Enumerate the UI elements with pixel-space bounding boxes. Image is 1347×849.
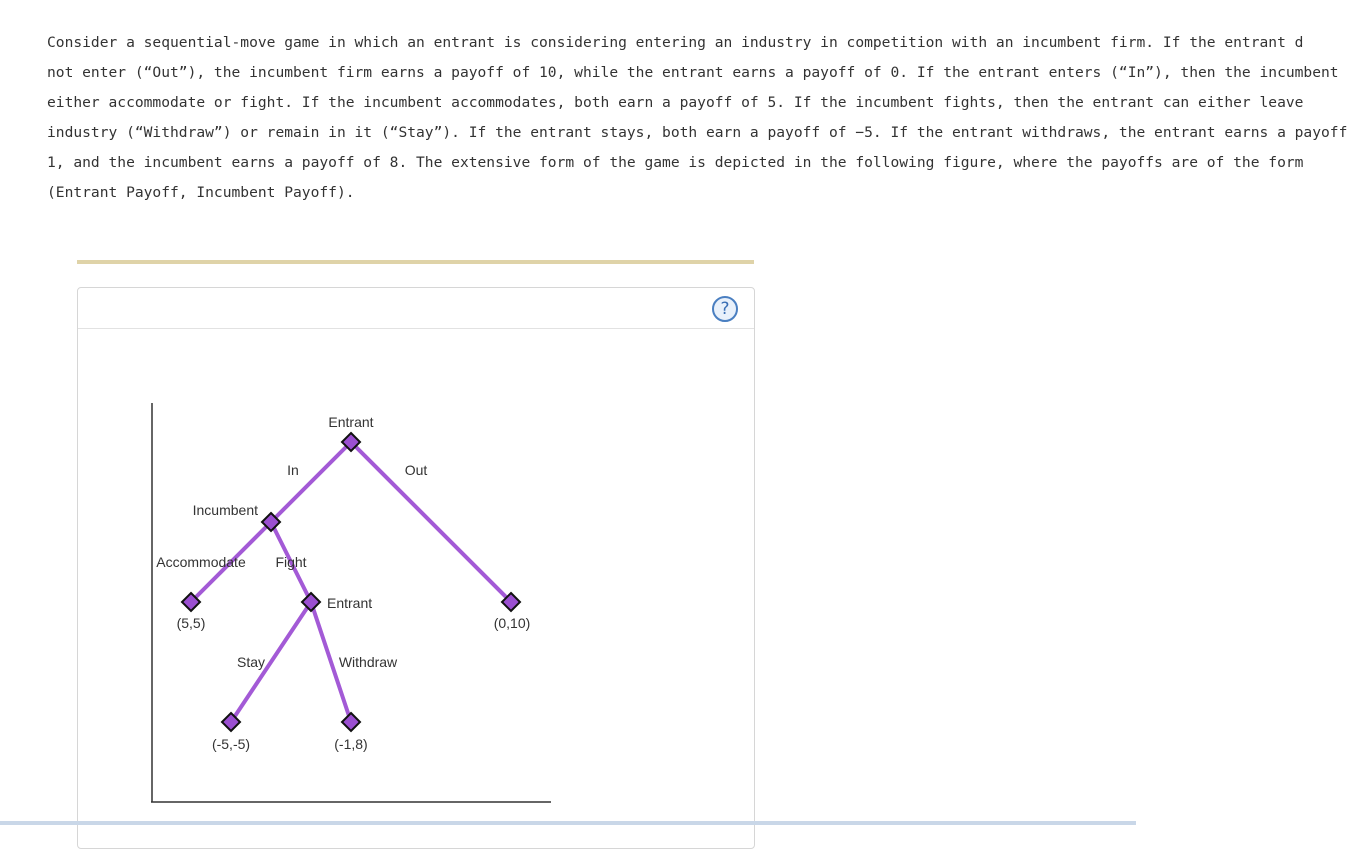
action-label-fight: Fight xyxy=(275,554,307,570)
payoff-label-withdraw: (-1,8) xyxy=(334,736,368,752)
question-line: industry (“Withdraw”) or remain in it (“Stay”). If the entrant stays, both earn a payoff of −5. If the entrant withdraws, the entrant earns a payoff xyxy=(47,124,1347,141)
node-terminal-withdraw[interactable] xyxy=(342,713,360,731)
action-label-stay: Stay xyxy=(236,654,266,670)
player-label-incumbent: Incumbent xyxy=(192,502,258,518)
player-label-entrant-root: Entrant xyxy=(328,414,374,430)
question-line: 1, and the incumbent earns a payoff of 8. The extensive form of the game is depicted in the following figure, where the payoffs are of the form xyxy=(47,154,1304,171)
question-line: not enter (“Out”), the incumbent firm earns a payoff of 10, while the entrant earns a payoff of 0. If the entrant enters (“In”), then the incumbent xyxy=(47,64,1339,81)
action-label-out: Out xyxy=(404,462,428,478)
edge-out[interactable] xyxy=(351,442,511,602)
bottom-scroll-edge xyxy=(0,821,1136,825)
help-icon[interactable]: ? xyxy=(712,296,738,322)
payoff-label-accommodate: (5,5) xyxy=(176,615,206,631)
payoff-label-stay: (-5,-5) xyxy=(211,736,251,752)
action-label-accommodate: Accommodate xyxy=(156,554,246,570)
question-line: (Entrant Payoff, Incumbent Payoff). xyxy=(47,184,355,201)
question-line: either accommodate or fight. If the incumbent accommodates, both earn a payoff of 5. If the incumbent fights, then the entrant can either leave xyxy=(47,94,1304,111)
edge-in[interactable] xyxy=(271,442,351,522)
action-label-withdraw: Withdraw xyxy=(338,654,398,670)
player-label-entrant-second: Entrant xyxy=(327,595,373,611)
action-label-in: In xyxy=(287,462,299,478)
question-line: Consider a sequential-move game in which an entrant is considering entering an industry in competition with an incumbent firm. If the entrant d xyxy=(47,34,1304,51)
payoff-label-out: (0,10) xyxy=(493,615,531,631)
